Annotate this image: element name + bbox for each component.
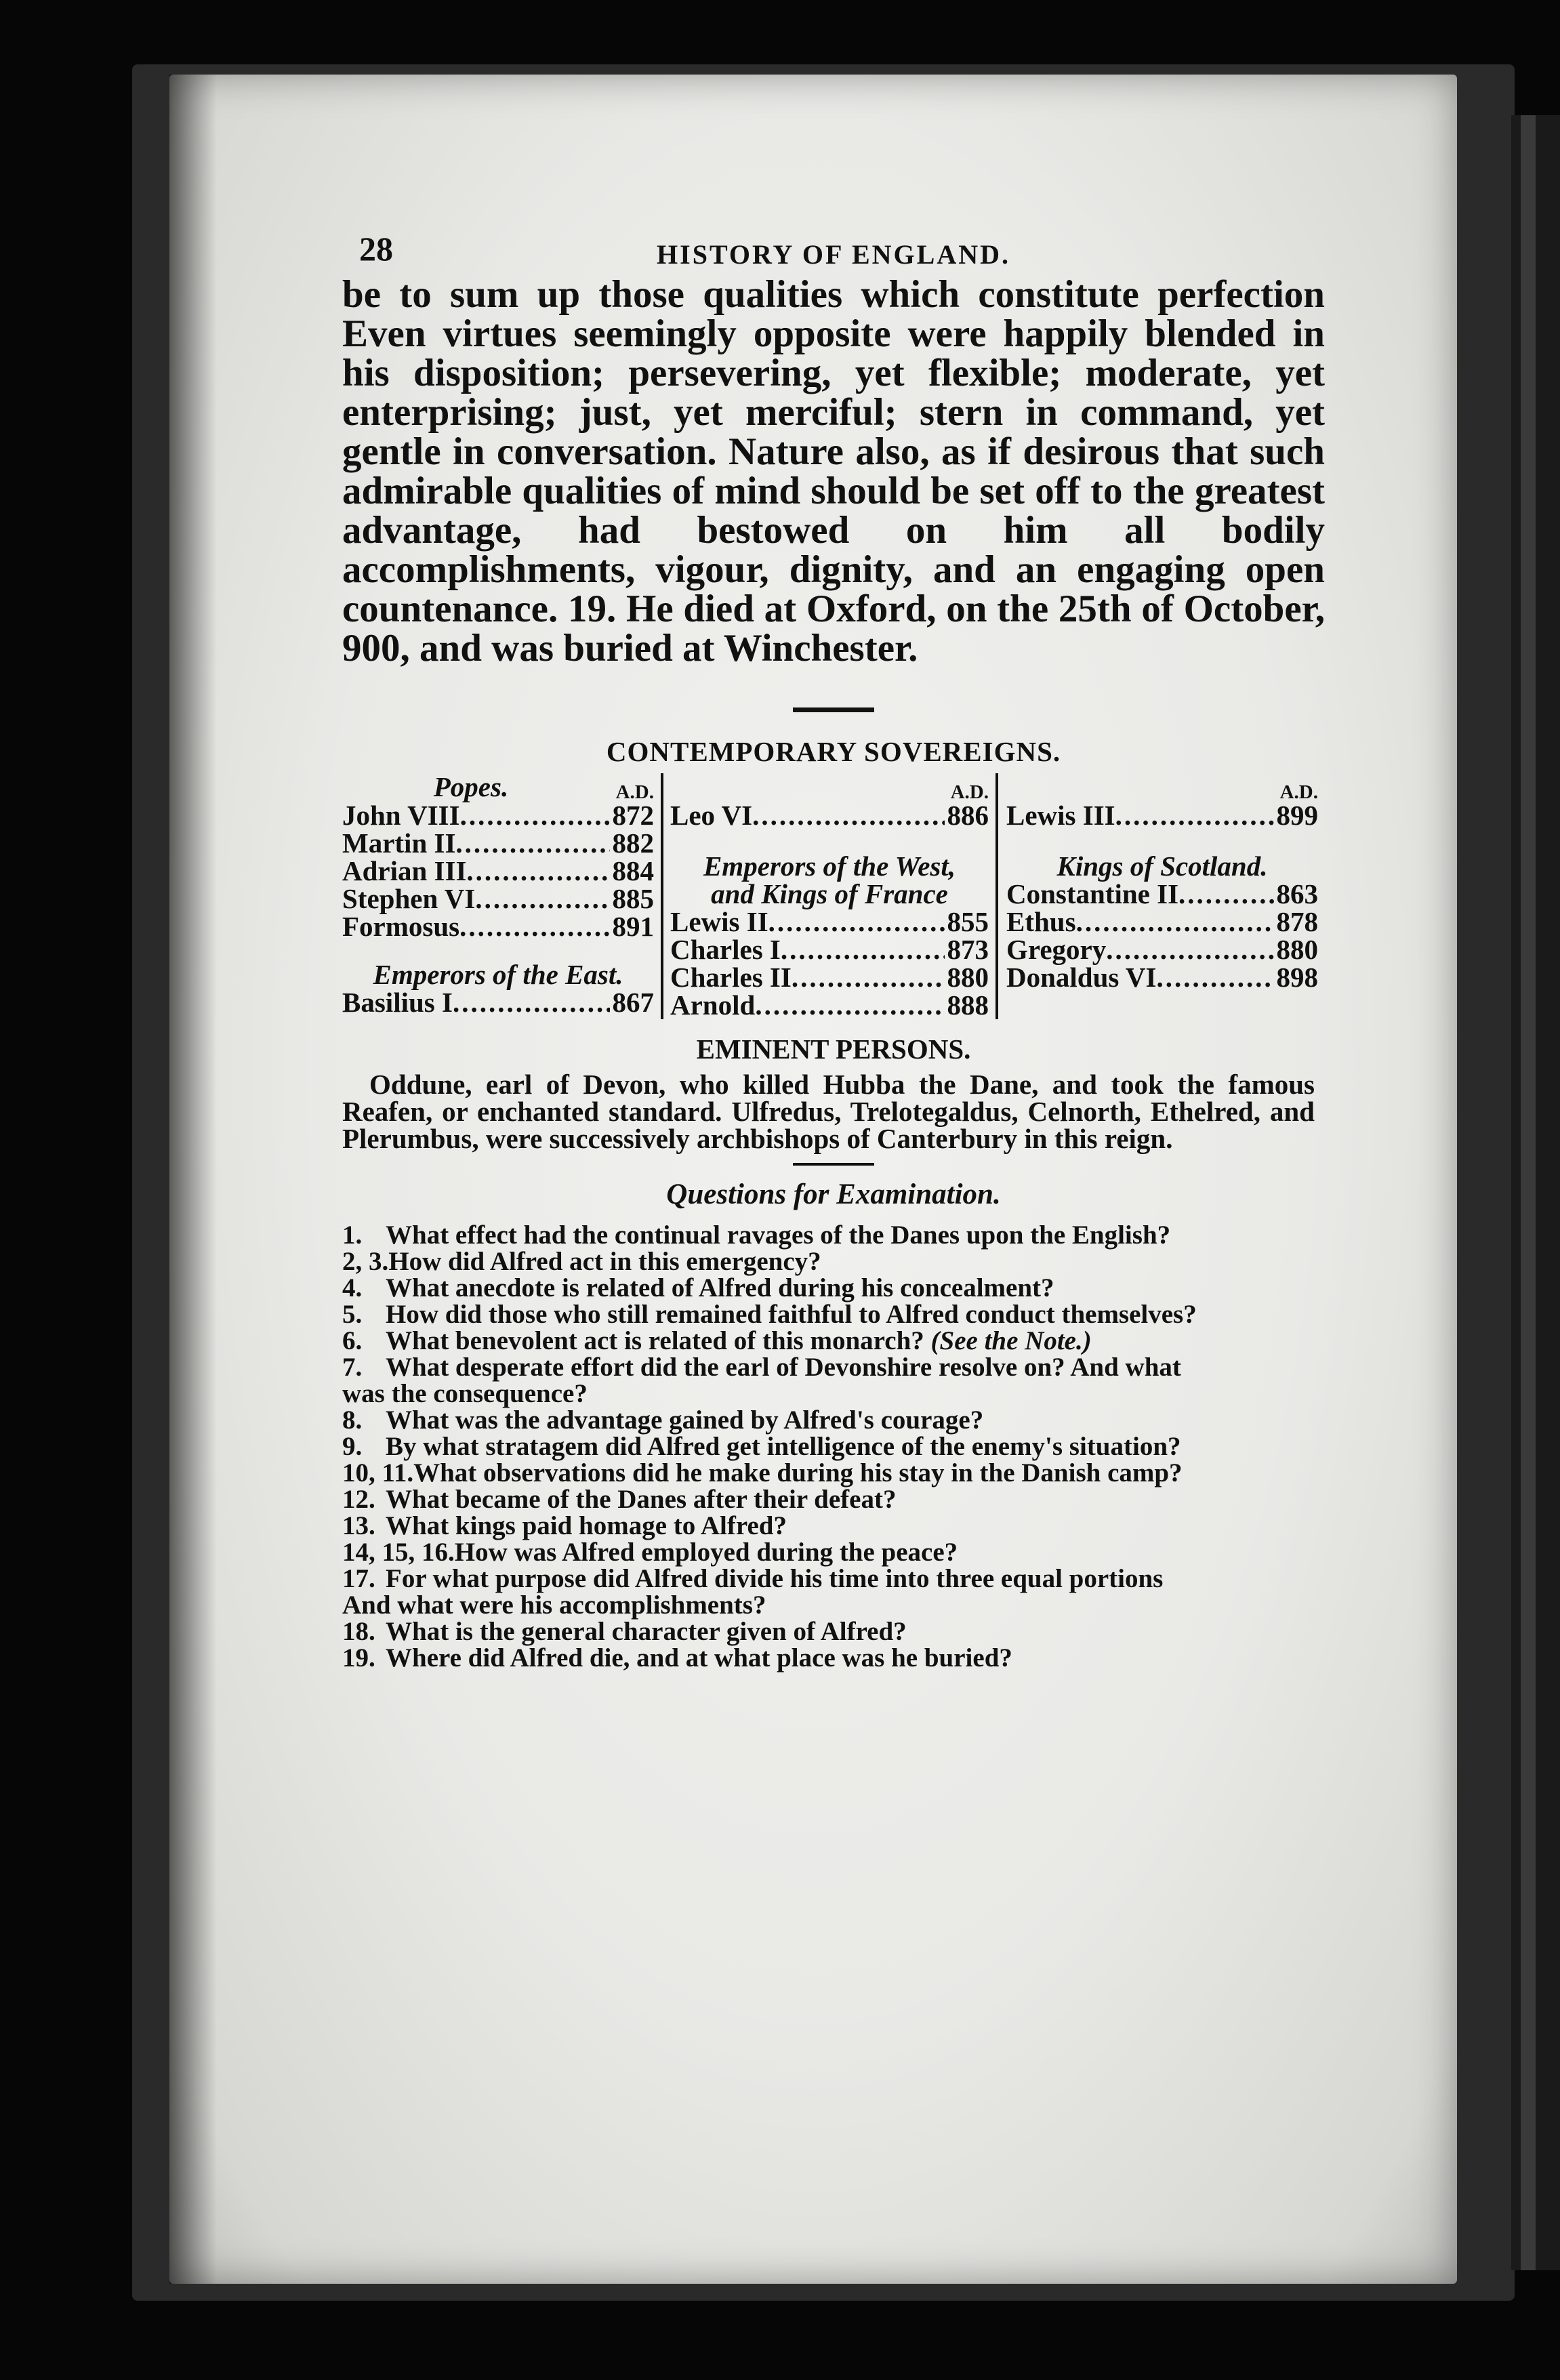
body-paragraph: be to sum up those qualities which constitute perfection Even virtues seemingly opposite were happily blended in his disposition; persevering, yet flexible; moderate, yet enterprising; just, yet merciful; stern in command, yet gentle in conversation. Nature also, as if desirous that such admirable qualities of mind should be set off to the greatest advantage, had bestowed on him all bodily accomplishments, vigour, dignity, and an engaging open countenance. 19. He died at Oxford, on the 25th of October, 900, and was buried at Winchester. xyxy=(342,273,1325,670)
sovereign-year: 878 xyxy=(1276,906,1318,937)
question-text: Where did Alfred die, and at what place was he buried? xyxy=(386,1643,1012,1673)
question-number: 19. xyxy=(342,1643,375,1673)
sovereign-entry xyxy=(342,885,654,913)
question-number: 7. xyxy=(342,1353,363,1382)
question-number: 10, 11. xyxy=(342,1458,414,1488)
question-item xyxy=(342,1328,1325,1354)
leader-dots xyxy=(752,802,944,829)
page-content xyxy=(342,224,1325,1671)
question-item xyxy=(342,1407,1325,1433)
eminent-persons-title: EMINENT PERSONS. xyxy=(696,1033,971,1065)
question-text: What anecdote is related of Alfred during his concealment? xyxy=(386,1273,1054,1302)
question-text: What effect had the continual ravages of the Danes upon the English? xyxy=(386,1220,1171,1250)
sovereign-name: Formosus xyxy=(342,911,460,942)
question-text: What is the general character given of Alfred? xyxy=(386,1617,907,1646)
sovereign-entry xyxy=(342,857,654,885)
sovereign-year: 873 xyxy=(947,934,989,965)
sovereign-year: 888 xyxy=(947,989,989,1021)
leader-dots xyxy=(1115,802,1274,829)
ad-label: A.D. xyxy=(950,781,989,803)
question-number: 2, 3. xyxy=(342,1247,389,1276)
sovereigns-table xyxy=(342,773,1325,1019)
questions-list xyxy=(342,1222,1325,1671)
question-number: 9. xyxy=(342,1432,363,1461)
leader-dots xyxy=(1076,908,1274,936)
gutter-shadow xyxy=(169,75,217,2284)
sovereigns-column-1 xyxy=(342,773,661,1019)
question-number: 8. xyxy=(342,1406,363,1435)
sovereign-name: Donaldus VI xyxy=(1006,962,1157,993)
sovereign-year: 863 xyxy=(1276,878,1318,909)
section-divider xyxy=(793,707,874,712)
sovereign-entry xyxy=(670,936,989,964)
questions-title: Questions for Examination. xyxy=(666,1178,1001,1210)
leader-dots xyxy=(1178,880,1273,908)
sovereigns-column-2 xyxy=(661,773,998,1019)
sovereign-entry xyxy=(342,913,654,941)
eminent-persons-text: Oddune, earl of Devon, who killed Hubba the Dane, and took the famous Reafen, or enchanted standard. Ulfredus, Trelotegaldus, Celnorth, Ethelred, and Plerumbus, were successively archbishops of Canterbury in this reign. xyxy=(342,1069,1315,1154)
emperors-west-list xyxy=(670,908,989,1019)
sovereign-year: 886 xyxy=(947,800,989,831)
question-item xyxy=(342,1354,1325,1407)
question-number: 17. xyxy=(342,1564,375,1593)
emperors-west-heading xyxy=(670,850,989,909)
question-text: By what stratagem did Alfred get intelligence of the enemy's situation? xyxy=(386,1432,1181,1461)
question-item xyxy=(342,1486,1325,1513)
emperors-east-heading: Emperors of the East. xyxy=(373,959,623,990)
question-text: How was Alfred employed during the peace? xyxy=(454,1538,958,1567)
leader-dots xyxy=(455,829,609,857)
sovereign-entry xyxy=(670,802,989,829)
leader-dots xyxy=(460,802,610,829)
leader-dots xyxy=(755,991,944,1019)
sovereign-name: Lewis II xyxy=(670,906,768,937)
facing-page-edge xyxy=(1511,115,1560,2270)
running-header xyxy=(342,224,1325,271)
sovereign-entry xyxy=(1006,936,1318,964)
sovereign-entry xyxy=(670,964,989,991)
kings-scotland-heading: Kings of Scotland. xyxy=(1056,850,1268,882)
question-item xyxy=(342,1645,1325,1671)
sovereign-entry xyxy=(1006,802,1318,829)
question-item xyxy=(342,1513,1325,1539)
question-number: 4. xyxy=(342,1273,363,1302)
sovereign-name: Stephen VI xyxy=(342,883,476,914)
question-text: What became of the Danes after their defeat? xyxy=(386,1485,897,1514)
question-continuation: And what were his accomplishments? xyxy=(342,1591,766,1620)
sovereign-year: 891 xyxy=(612,911,654,942)
question-item xyxy=(342,1618,1325,1645)
leader-dots xyxy=(466,857,609,885)
sovereign-entry xyxy=(342,802,654,829)
question-number: 13. xyxy=(342,1511,375,1540)
column-3-top-list xyxy=(1006,802,1318,829)
sovereign-name: Ethus xyxy=(1006,906,1076,937)
sovereign-year: 885 xyxy=(612,883,654,914)
question-number: 5. xyxy=(342,1300,363,1329)
sovereign-name: Adrian III xyxy=(342,855,467,886)
leader-dots xyxy=(768,908,945,936)
column-2-top-list xyxy=(670,802,989,829)
leader-dots xyxy=(781,936,945,964)
sovereign-entry xyxy=(1006,964,1318,991)
sovereign-entry xyxy=(342,989,654,1017)
question-item xyxy=(342,1539,1325,1565)
emperors-west-heading-line-2: and Kings of France xyxy=(711,878,948,909)
question-number: 14, 15, 16. xyxy=(342,1538,455,1567)
question-note: (See the Note.) xyxy=(930,1326,1092,1355)
question-text: How did those who still remained faithful to Alfred conduct themselves? xyxy=(386,1300,1197,1329)
sovereign-name: Charles I xyxy=(670,934,781,965)
leader-dots xyxy=(475,885,609,913)
popes-heading: Popes. xyxy=(433,771,509,802)
question-continuation: was the consequence? xyxy=(342,1379,588,1408)
question-item xyxy=(342,1433,1325,1460)
sovereign-name: Constantine II xyxy=(1006,878,1179,909)
question-number: 18. xyxy=(342,1617,375,1646)
sovereign-year: 880 xyxy=(947,962,989,993)
question-item xyxy=(342,1222,1325,1248)
sovereign-name: Lewis III xyxy=(1006,800,1115,831)
ad-label: A.D. xyxy=(1279,781,1318,803)
sovereign-year: 884 xyxy=(612,855,654,886)
leader-dots xyxy=(1156,964,1273,991)
question-item xyxy=(342,1275,1325,1301)
sovereign-name: Charles II xyxy=(670,962,792,993)
popes-list xyxy=(342,802,654,941)
sovereign-name: John VIII xyxy=(342,800,460,831)
sovereign-year: 872 xyxy=(612,800,654,831)
page-number: 28 xyxy=(359,230,393,268)
sovereign-name: Basilius I xyxy=(342,987,453,1018)
ad-label: A.D. xyxy=(615,781,654,803)
sovereign-entry xyxy=(670,991,989,1019)
leader-dots xyxy=(1106,936,1273,964)
sovereign-entry xyxy=(342,829,654,857)
leader-dots xyxy=(459,913,609,941)
question-text: What desperate effort did the earl of Devonshire resolve on? And what xyxy=(386,1353,1181,1382)
sovereign-entry xyxy=(1006,880,1318,908)
sovereign-entry xyxy=(1006,908,1318,936)
leader-dots xyxy=(453,989,610,1017)
sovereigns-column-3 xyxy=(998,773,1318,1019)
question-number: 1. xyxy=(342,1220,363,1250)
question-text: How did Alfred act in this emergency? xyxy=(388,1247,821,1276)
sovereign-year: 898 xyxy=(1276,962,1318,993)
question-text: What observations did he make during his stay in the Danish camp? xyxy=(413,1458,1183,1488)
sovereign-year: 899 xyxy=(1276,800,1318,831)
sovereign-year: 855 xyxy=(947,906,989,937)
sovereign-year: 882 xyxy=(612,827,654,859)
sovereign-year: 867 xyxy=(612,987,654,1018)
question-number: 6. xyxy=(342,1326,363,1355)
emperors-east-list xyxy=(342,989,654,1017)
sovereign-year: 880 xyxy=(1276,934,1318,965)
question-item xyxy=(342,1460,1325,1486)
sovereign-name: Arnold xyxy=(670,989,756,1021)
questions-divider xyxy=(793,1163,874,1166)
question-text: What was the advantage gained by Alfred's courage? xyxy=(386,1406,984,1435)
question-item xyxy=(342,1248,1325,1275)
running-title: HISTORY OF ENGLAND. xyxy=(657,239,1010,270)
question-item xyxy=(342,1301,1325,1328)
emperors-west-heading-line-1: Emperors of the West, xyxy=(703,850,956,882)
question-text: What benevolent act is related of this monarch? xyxy=(386,1326,924,1355)
sovereign-name: Leo VI xyxy=(670,800,753,831)
sovereign-entry xyxy=(670,908,989,936)
question-text: For what purpose did Alfred divide his time into three equal portions xyxy=(386,1564,1164,1593)
question-text: What kings paid homage to Alfred? xyxy=(386,1511,787,1540)
sovereign-name: Gregory xyxy=(1006,934,1107,965)
question-item xyxy=(342,1565,1325,1618)
kings-scotland-list xyxy=(1006,880,1318,991)
leader-dots xyxy=(792,964,945,991)
sovereigns-title: CONTEMPORARY SOVEREIGNS. xyxy=(606,736,1061,767)
question-number: 12. xyxy=(342,1485,375,1514)
sovereign-name: Martin II xyxy=(342,827,456,859)
